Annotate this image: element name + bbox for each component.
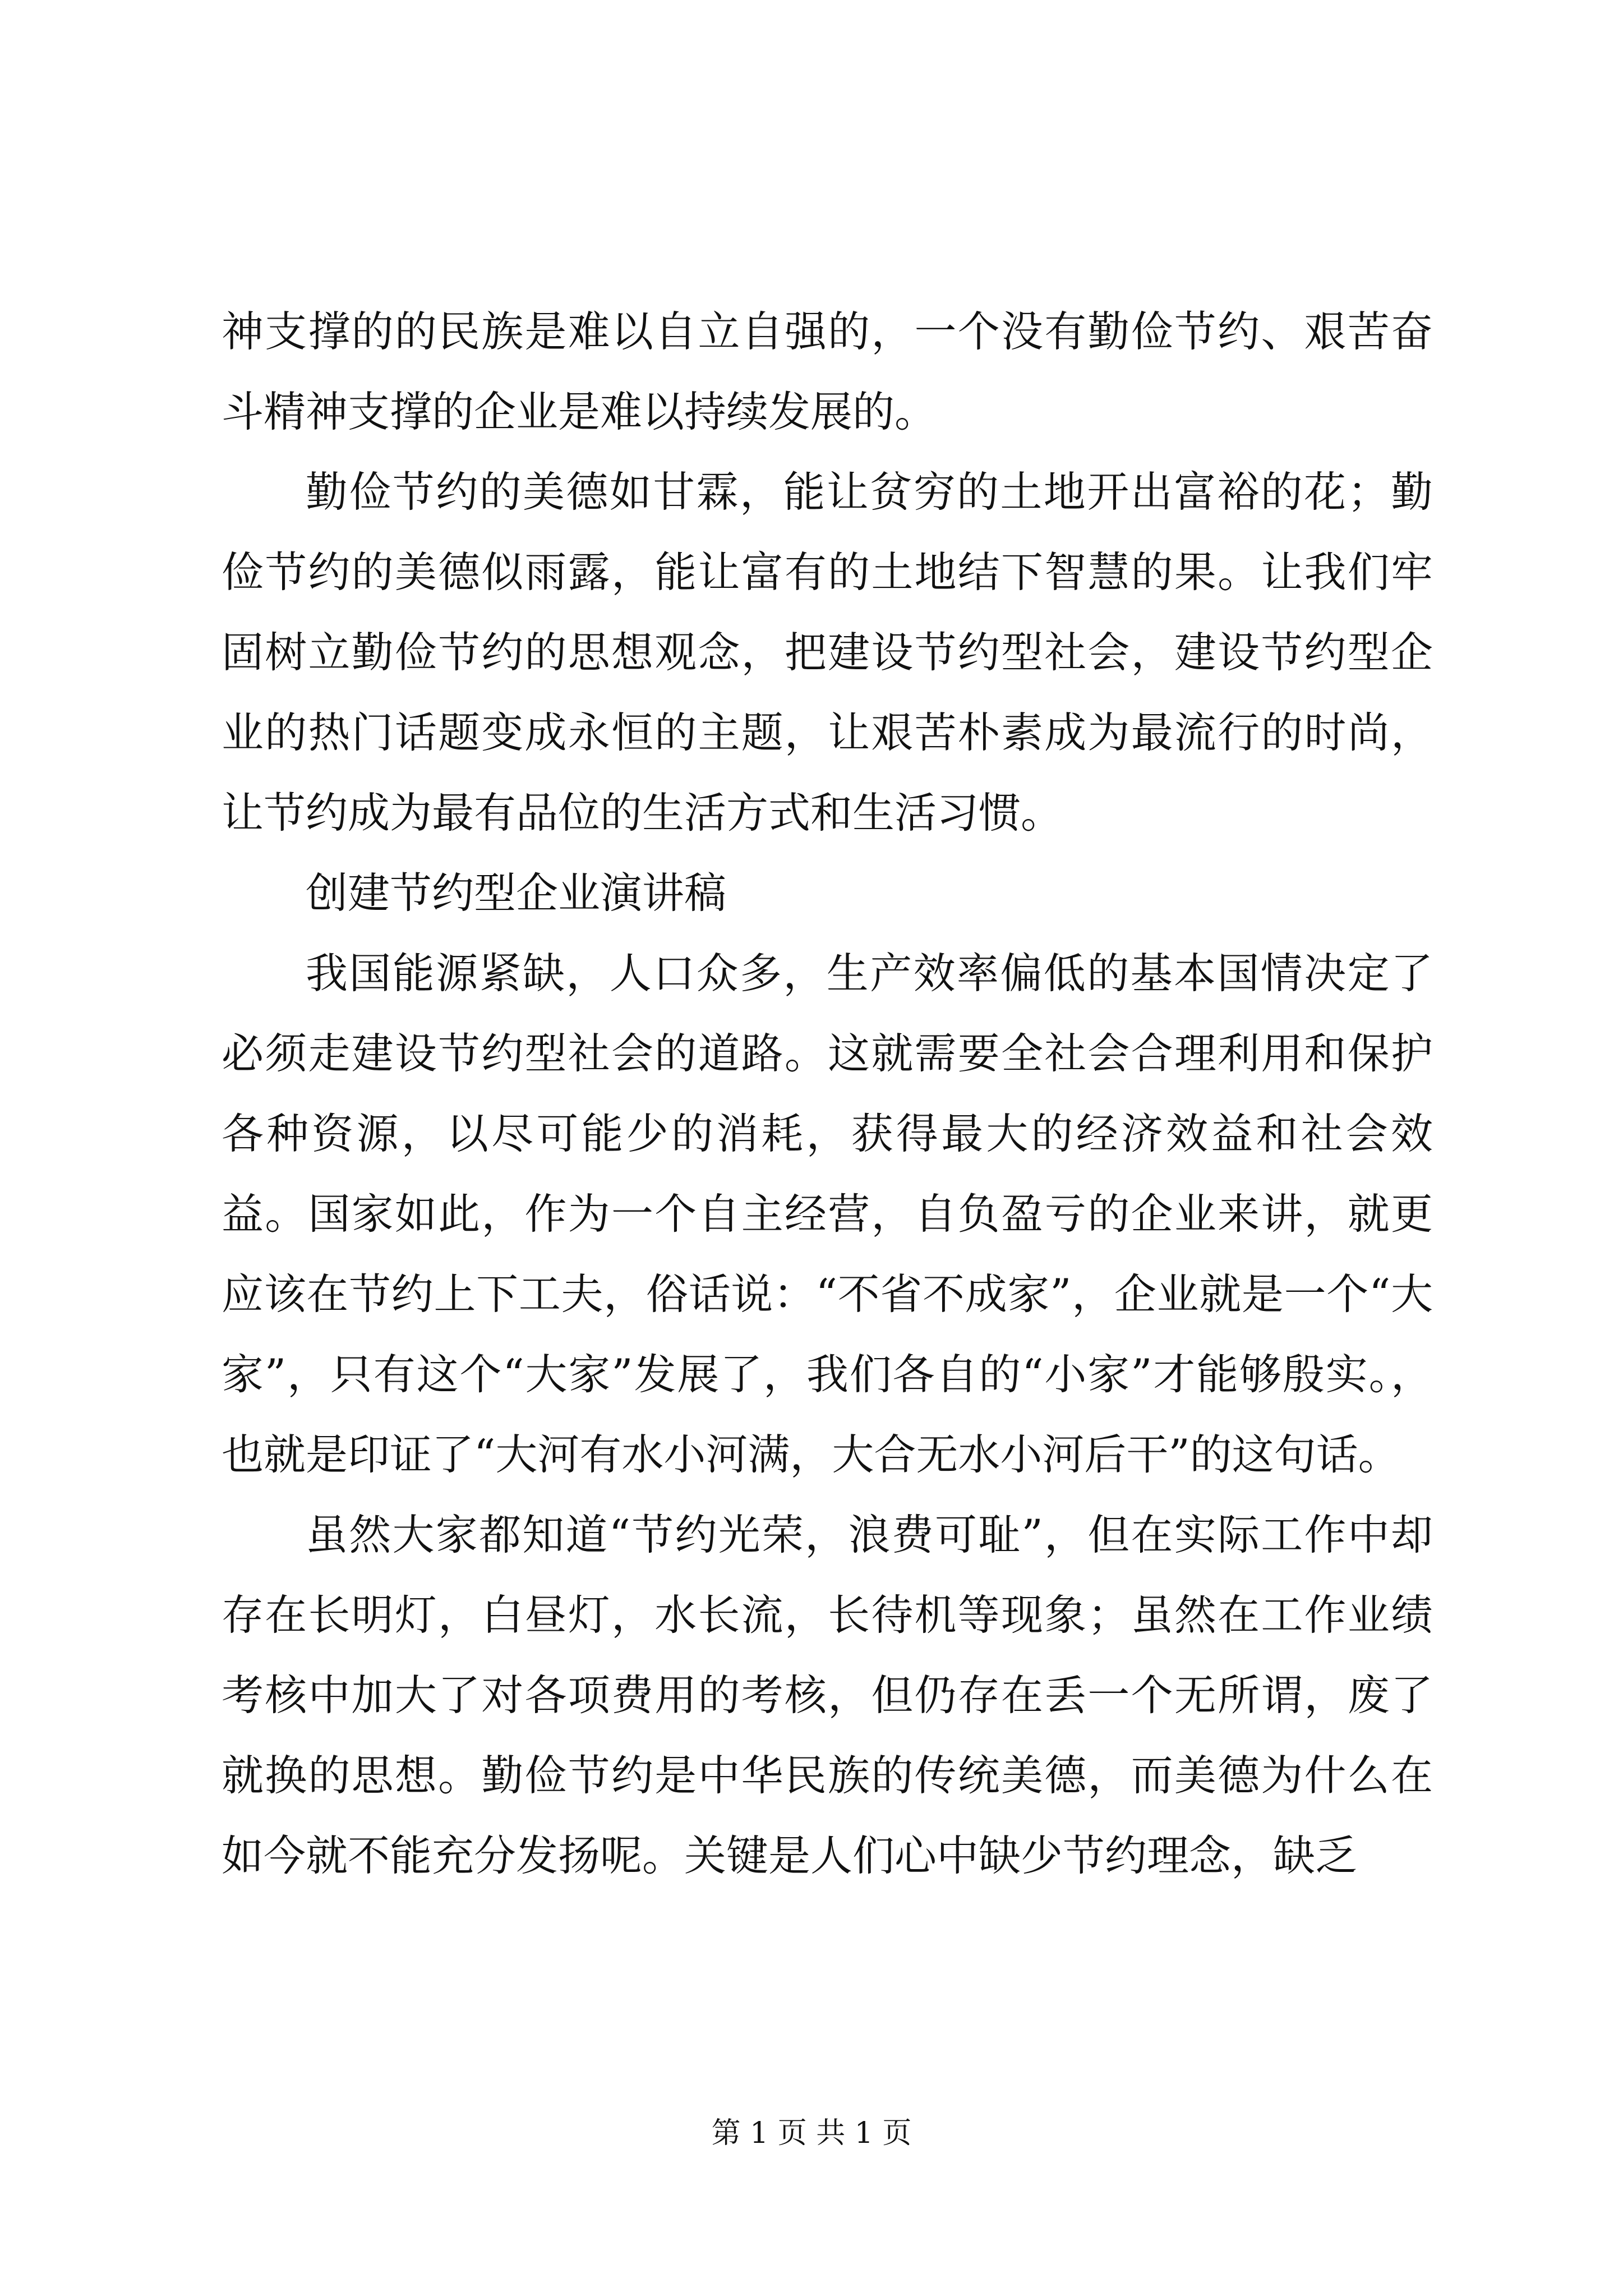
paragraph-national-conditions: 我国能源紧缺，人口众多，生产效率偏低的基本国情决定了必须走建设节约型社会的道路。这就需要全社会合理利用和保护各种资源，以尽可能少的消耗，获得最大的经济效益和社会效益。国家如此，作为一个自主经营，自负盈亏的企业来讲，就更应该在节约上下工夫，俗话说：“不省不成家”，企业就是一个“大家”，只有这个“大家”发展了，我们各自的“小家”才能够殷实。，也就是印证了“大河有水小河满，大合无水小河后干”的这句话。 [222,949,1433,1479]
paragraph-virtue: 勤俭节约的美德如甘霖，能让贫穷的土地开出富裕的花；勤俭节约的美德似雨露，能让富有的土地结下智慧的果。让我们牢固树立勤俭节约的思想观念，把建设节约型社会，建设节约型企业的热门话题变成永恒的主题，让艰苦朴素成为最流行的时尚，让节约成为最有品位的生活方式和生活习惯。 [222,467,1433,838]
paragraph-continuation: 神支撑的的民族是难以自立自强的，一个没有勤俭节约、艰苦奋斗精神支撑的企业是难以持续发展的。 [222,307,1433,436]
paragraph-waste-issues: 虽然大家都知道“节约光荣，浪费可耻”，但在实际工作中却存在长明灯，白昼灯，水长流，长待机等现象；虽然在工作业绩考核中加大了对各项费用的考核，但仍存在丢一个无所谓，废了就换的思想。勤俭节约是中华民族的传统美德，而美德为什么在如今就不能充分发扬呢。关键是人们心中缺少节约理念，缺乏 [222,1510,1433,1880]
page-footer: 第 1 页 共 1 页 [711,2116,912,2150]
section-title: 创建节约型企业演讲稿 [306,868,727,918]
document-body [222,292,1433,1896]
